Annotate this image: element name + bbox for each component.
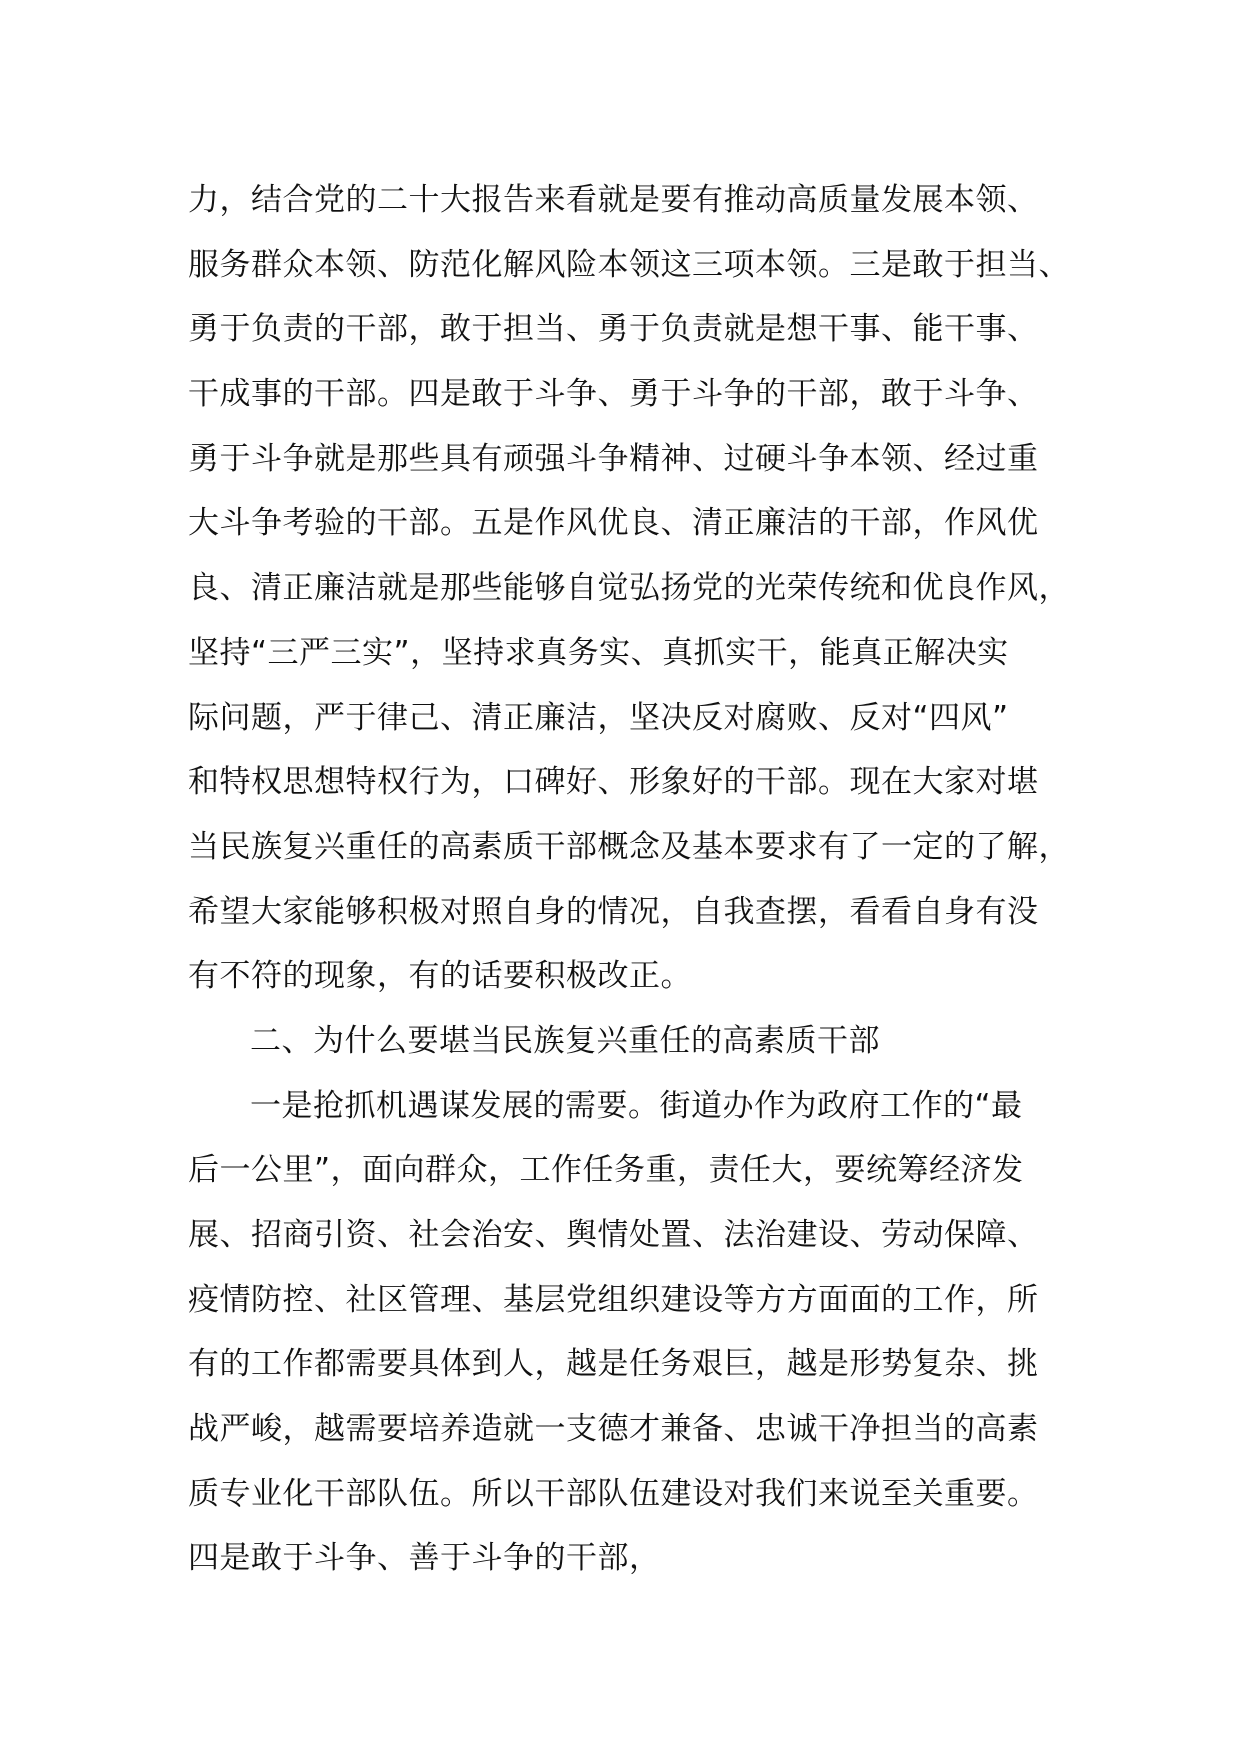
text-line: 干成事的干部。四是敢于斗争、勇于斗争的干部，敢于斗争、 [188,376,1039,413]
text-line: 展、招商引资、社会治安、舆情处置、法治建设、劳动保障、 [188,1217,1039,1253]
text-line: 和特权思想特权行为，口碑好、形象好的干部。现在大家对堪 [188,764,1039,801]
text-line: 战严峻，越需要培养造就一支德才兼备、忠诚干净担当的高素 [188,1411,1039,1448]
text-line: 良、清正廉洁就是那些能够自觉弘扬党的光荣传统和优良作风， [188,570,1070,607]
text-line: 有的工作都需要具体到人，越是任务艰巨，越是形势复杂、挑 [188,1346,1039,1383]
text-line: 当民族复兴重任的高素质干部概念及基本要求有了一定的了解， [188,828,1070,865]
text-line: 服务群众本领、防范化解风险本领这三项本领。三是敢于担当、 [188,246,1070,283]
text-line: 有不符的现象，有的话要积极改正。 [188,958,692,995]
text-line: 一是抢抓机遇谋发展的需要。街道办作为政府工作的“最 [250,1087,1023,1124]
text-line: 际问题，严于律己、清正廉洁，坚决反对腐败、反对“四风” [188,699,1009,736]
text-line: 勇于负责的干部，敢于担当、勇于负责就是想干事、能干事、 [188,311,1039,348]
text-line: 后一公里”，面向群众，工作任务重，责任大，要统筹经济发 [188,1152,1024,1189]
text-line: 坚持“三严三实”，坚持求真务实、真抓实干，能真正解决实 [188,634,1009,671]
text-line: 希望大家能够积极对照自身的情况，自我查摆，看看自身有没 [188,893,1039,930]
text-line: 疫情防控、社区管理、基层党组织建设等方方面面的工作，所 [188,1281,1039,1318]
text-line: 力，结合党的二十大报告来看就是要有推动高质量发展本领、 [188,182,1039,218]
section-heading: 二、为什么要堪当民族复兴重任的高素质干部 [250,1022,880,1059]
text-line: 质专业化干部队伍。所以干部队伍建设对我们来说至关重要。 [188,1475,1039,1512]
text-line: 勇于斗争就是那些具有顽强斗争精神、过硬斗争本领、经过重 [188,440,1039,477]
body-text [188,168,1088,1591]
text-line: 四是敢于斗争、善于斗争的干部， [188,1540,661,1577]
text-line: 大斗争考验的干部。五是作风优良、清正廉洁的干部，作风优 [188,505,1039,542]
